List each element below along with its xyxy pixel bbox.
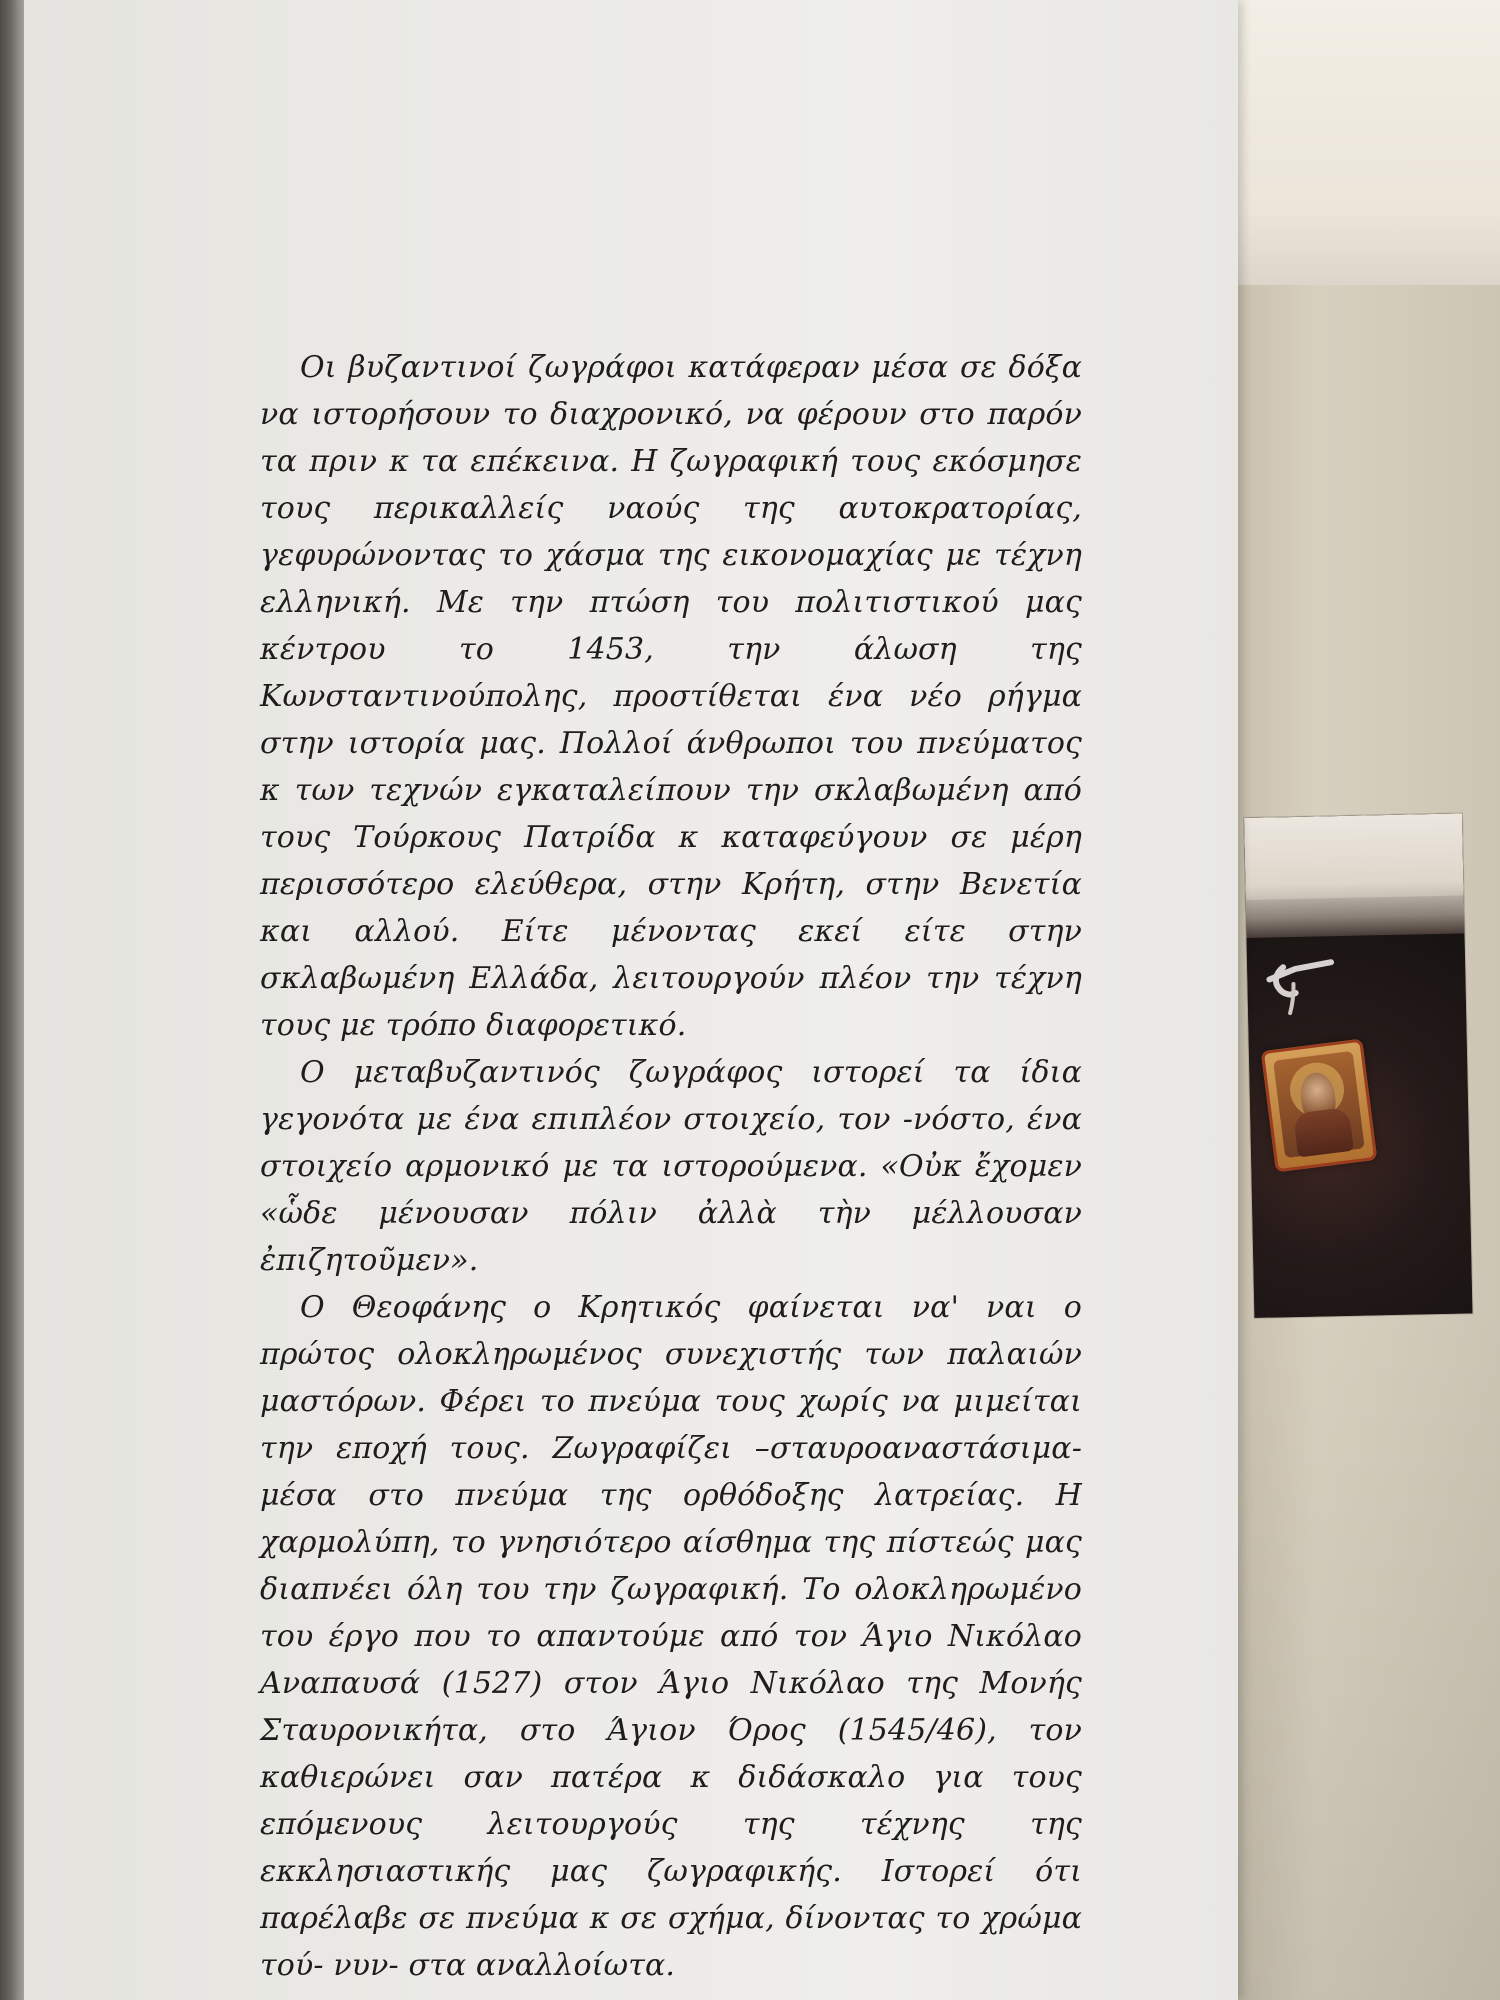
icon-painting xyxy=(1261,1039,1377,1173)
metal-hook-icon xyxy=(1259,948,1341,1030)
main-text-block xyxy=(260,344,1082,1989)
background-wall xyxy=(1230,0,1500,300)
left-binding-shadow xyxy=(0,0,24,2000)
icon-robe xyxy=(1293,1107,1354,1158)
paragraph-1: Οι βυζαντινοί ζωγράφοι κατάφεραν μέσα σε δόξα να ιστορήσουν το διαχρονικό, να φέρουν στο παρόν τα πριν κ τα επέκεινα. Η ζωγραφική τους εκόσμησε τους περικαλλείς ναούς της αυτοκρατορίας, γεφυρώνοντας το χάσμα της εικονομαχίας με τέχνη ελληνική. Με την πτώση του πολιτιστικού μας κέντρου το 1453, την άλωση της Κωνσταντινούπολης, προστίθεται ένα νέο ρήγμα στην ιστορία μας. Πολλοί άνθρωποι του πνεύματος κ των τεχνών εγκαταλείπουν την σκλαβωμένη από τους Τούρκους Πατρίδα κ καταφεύγουν σε μέρη περισσότερο ελεύθερα, στην Κρήτη, στην Βενετία και αλλού. Είτε μένοντας εκεί είτε στην σκλαβωμένη Ελλάδα, λειτουργούν πλέον την τέχνη τους με τρόπο διαφορετικό. xyxy=(260,350,1082,1043)
paragraph-2: Ο μεταβυζαντινός ζωγράφος ιστορεί τα ίδια γεγονότα με ένα επιπλέον στοιχείο, τον -νόστο, ένα στοιχείο αρμονικό με τα ιστορούμενα. «Οὐκ ἔχομεν «ὧδε μένουσαν πόλιν ἀλλὰ τὴν μέλλουσαν ἐπιζητοῦμεν». xyxy=(260,1055,1082,1278)
adjacent-page-shadow xyxy=(1238,1300,1500,2000)
religious-icon-photo xyxy=(1244,813,1472,1317)
book-page xyxy=(24,0,1238,2000)
paragraph-3: Ο Θεοφάνης ο Κρητικός φαίνεται να' ναι ο πρώτος ολοκληρωμένος συνεχιστής των παλαιών μαστόρων. Φέρει το πνεύμα τους χωρίς να μιμείται την εποχή τους. Ζωγραφίζει –σταυροαναστάσιμα- μέσα στο πνεύμα της ορθόδοξης λατρείας. Η χαρμολύπη, το γνησιότερο αίσθημα της πίστεώς μας διαπνέει όλη του την ζωγραφική. Το ολοκληρωμένο του έργο που το απαντούμε από τον Άγιο Νικόλαο Αναπαυσά (1527) στον Άγιο Νικόλαο της Μονής Σταυρονικήτα, στο Άγιον Όρος (1545/46), τον καθιερώνει σαν πατέρα κ διδάσκαλο για τους επόμενους λειτουργούς της τέχνης της εκκλησιαστικής μας ζωγραφικής. Ιστορεί ότι παρέλαβε σε πνεύμα κ σε σχήμα, δίνοντας το χρώμα τού- νυν- στα αναλλοίωτα. xyxy=(260,1290,1082,1983)
